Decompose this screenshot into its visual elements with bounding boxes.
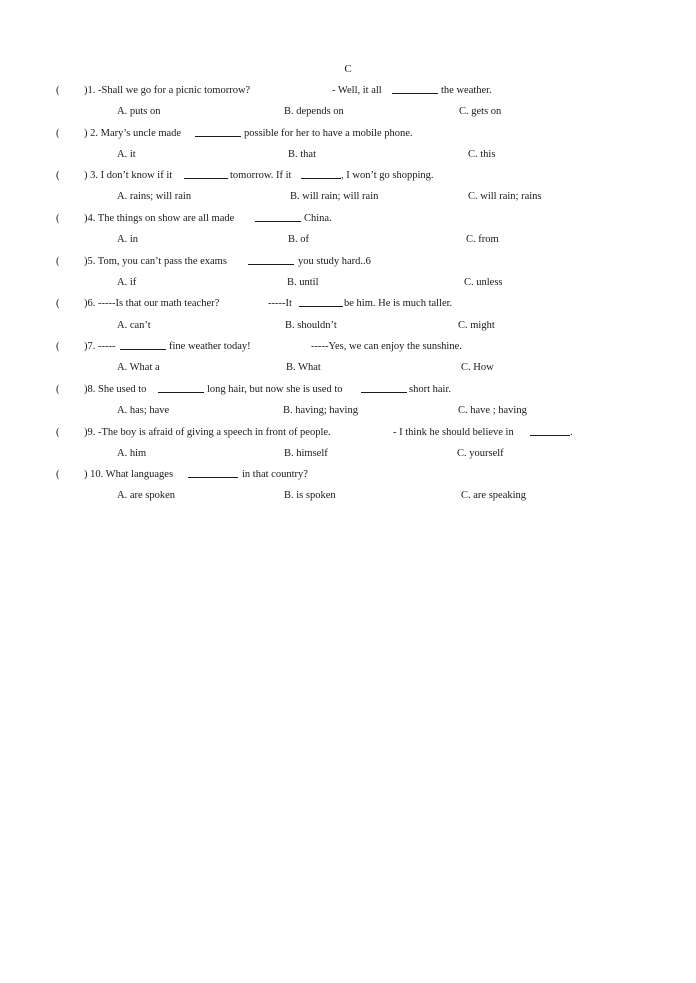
question-9-blank[interactable] [530,426,570,436]
section-title: C [344,63,352,75]
question-2-text-a: ) 2. Mary’s uncle made [84,128,182,139]
question-10-option-c: C. are speaking [461,490,527,501]
question-3-option-c: C. will rain; rains [468,191,542,202]
question-8-option-a: A. has; have [117,405,170,416]
question-3-option-b: B. will rain; will rain [290,191,379,202]
answer-paren-8[interactable]: ( [56,384,60,395]
question-10-option-b: B. is spoken [284,490,336,501]
question-3-text-c: , I won’t go shopping. [341,170,434,181]
question-4-text-b: China. [304,213,332,224]
answer-paren-3[interactable]: ( [56,170,60,181]
question-6-blank[interactable] [299,297,343,307]
question-6-text-a: )6. -----Is that our math teacher? [84,298,220,309]
question-7-blank[interactable] [120,340,166,350]
answer-paren-2[interactable]: ( [56,128,60,139]
answer-paren-1[interactable]: ( [56,85,60,96]
question-2-option-c: C. this [468,149,496,160]
question-6-text-b: -----It [268,298,292,309]
question-4-option-b: B. of [288,234,309,245]
question-10-text-a: ) 10. What languages [84,469,174,480]
question-4-text-a: )4. The things on show are all made [84,213,235,224]
question-2-option-b: B. that [288,149,316,160]
question-3-text-b: tomorrow. If it [230,170,292,181]
question-8-blank-2[interactable] [361,383,407,393]
question-10-blank[interactable] [188,468,238,478]
question-2-blank[interactable] [195,127,241,137]
question-6-option-c: C. might [458,320,495,331]
question-8-option-c: C. have ; having [458,405,527,416]
question-3-text-a: ) 3. I don’t know if it [84,170,173,181]
question-1-option-b: B. depends on [284,106,344,117]
question-6-option-a: A. can’t [117,320,151,331]
question-9-text-b: - I think he should believe in [393,427,514,438]
question-7-option-b: B. What [286,362,321,373]
question-4-blank[interactable] [255,212,301,222]
question-8-text-a: )8. She used to [84,384,147,395]
question-2-text-b: possible for her to have a mobile phone. [244,128,413,139]
question-3-option-a: A. rains; will rain [117,191,192,202]
question-5-text-a: )5. Tom, you can’t pass the exams [84,256,227,267]
question-10-option-a: A. are spoken [117,490,176,501]
question-8-text-b: long hair, but now she is used to [207,384,343,395]
answer-paren-10[interactable]: ( [56,469,60,480]
question-3-blank-1[interactable] [184,169,228,179]
question-9-option-a: A. him [117,448,147,459]
question-5-option-b: B. until [287,277,319,288]
question-9-option-b: B. himself [284,448,328,459]
question-1-option-a: A. puts on [117,106,161,117]
question-1-text-b: - Well, it all [332,85,382,96]
answer-paren-9[interactable]: ( [56,427,60,438]
question-7-text-b: fine weather today! [169,341,251,352]
question-8-option-b: B. having; having [283,405,358,416]
question-5-blank[interactable] [248,255,294,265]
question-7-option-c: C. How [461,362,494,373]
question-7-text-c: -----Yes, we can enjoy the sunshine. [311,341,462,352]
question-5-text-b: you study hard..6 [298,256,371,267]
question-7-text-a: )7. ----- [84,341,116,352]
answer-paren-6[interactable]: ( [56,298,60,309]
question-4-option-c: C. from [466,234,499,245]
question-5-option-a: A. if [117,277,137,288]
question-8-blank-1[interactable] [158,383,204,393]
question-10-text-b: in that country? [242,469,308,480]
question-1-option-c: C. gets on [459,106,502,117]
answer-paren-7[interactable]: ( [56,341,60,352]
question-6-option-b: B. shouldn’t [285,320,337,331]
question-7-option-a: A. What a [117,362,160,373]
question-9-text-a: )9. -The boy is afraid of giving a speech in front of people. [84,427,331,438]
question-9-option-c: C. yourself [457,448,504,459]
question-1-text-a: )1. -Shall we go for a picnic tomorrow? [84,85,251,96]
question-9-text-c: . [570,427,573,438]
question-6-text-c: be him. He is much taller. [344,298,453,309]
question-5-option-c: C. unless [464,277,503,288]
question-2-option-a: A. it [117,149,136,160]
answer-paren-4[interactable]: ( [56,213,60,224]
question-3-blank-2[interactable] [301,169,341,179]
question-8-text-c: short hair. [409,384,451,395]
question-1-blank[interactable] [392,84,438,94]
answer-paren-5[interactable]: ( [56,256,60,267]
question-4-option-a: A. in [117,234,138,245]
question-1-text-c: the weather. [441,85,492,96]
